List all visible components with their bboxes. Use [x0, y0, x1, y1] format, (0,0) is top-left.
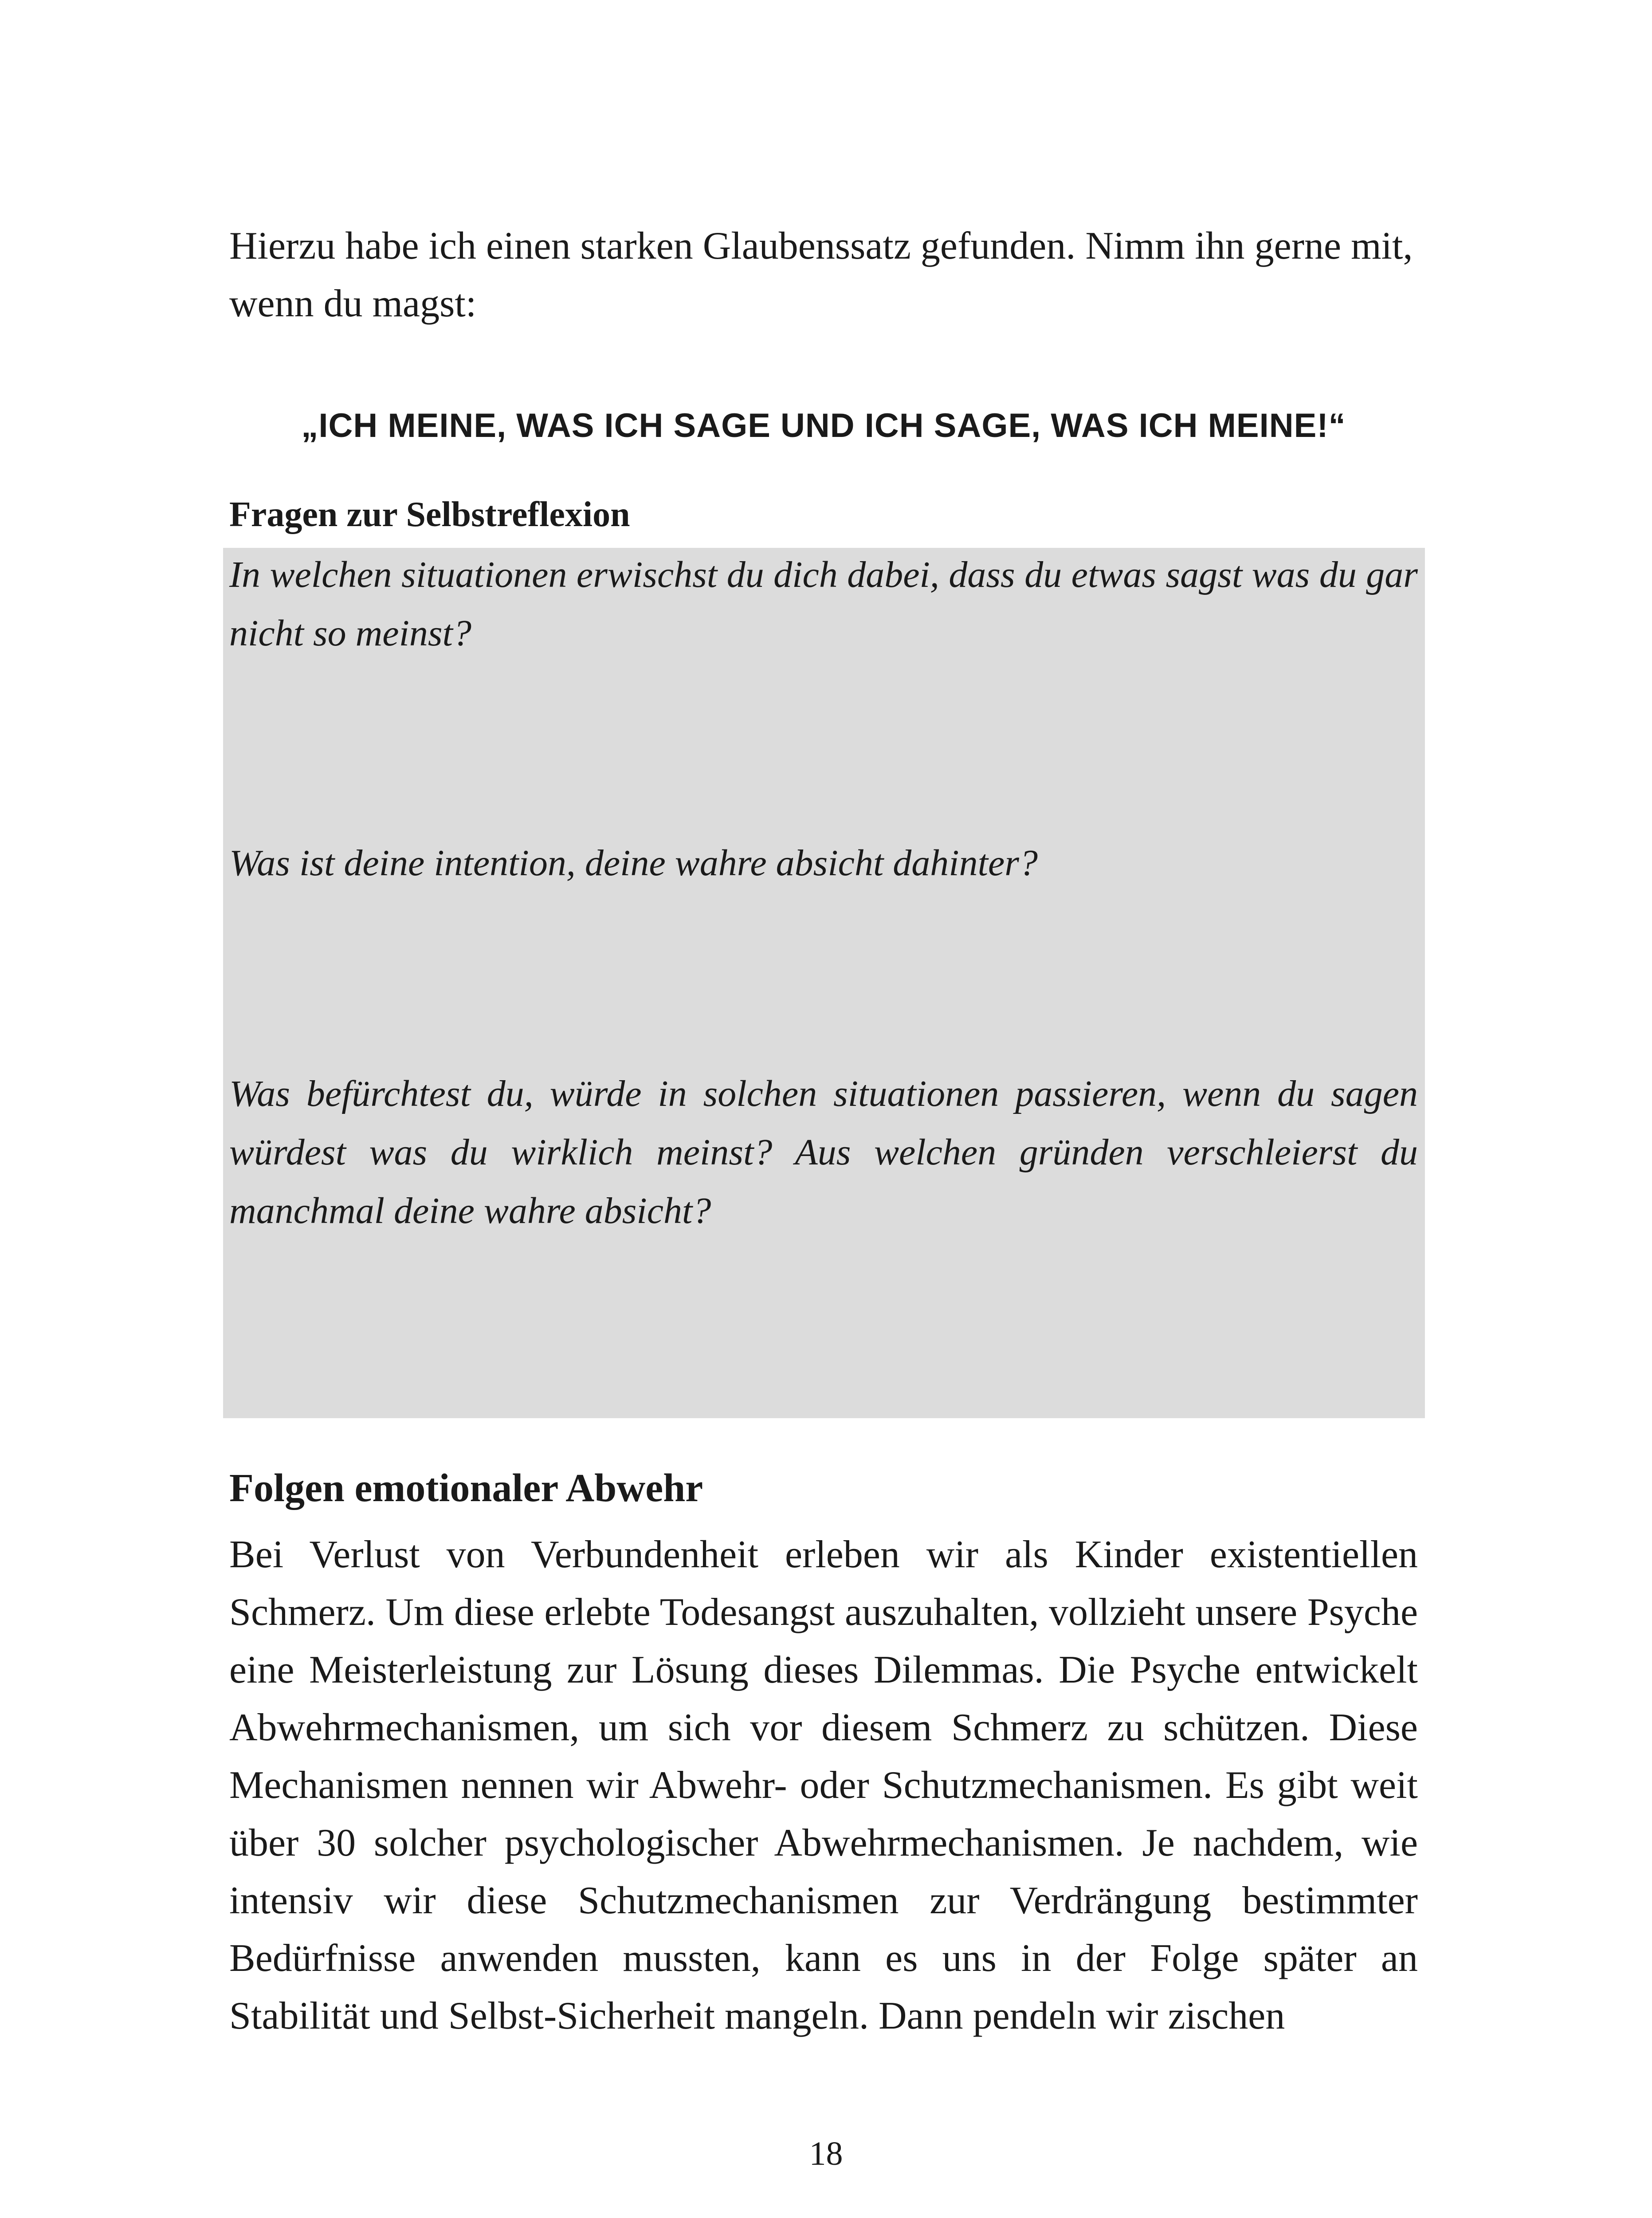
- reflection-heading: Fragen zur Selbstreflexion: [229, 495, 630, 534]
- body-paragraph: Bei Verlust von Verbundenheit erleben wir als Kinder existentiellen Schmerz. Um diese erlebte Todesangst auszuhalten, vollzieht unsere Psyche eine Meisterleistung zur Lösung dieses Dilemmas. Die Psyche entwickelt Abwehrmechanismen, um sich vor diesem Schmerz zu schützen. Diese Mechanismen nennen wir Abwehr- oder Schutzmechanismen. Es gibt weit über 30 solcher psychologischer Abwehrmechanismen. Je nachdem, wie intensiv wir diese Schutzmechanismen zur Verdrängung bestimmter Bedürfnisse anwenden mussten, kann es uns in der Folge später an Stabilität und Selbst-Sicherheit mangeln. Dann pendeln wir zischen: [229, 1533, 1418, 2037]
- reflection-question-2: Was ist deine intention, deine wahre absicht dahinter?: [229, 842, 1038, 884]
- intro-paragraph: Hierzu habe ich einen starken Glaubenssatz gefunden. Nimm ihn gerne mit, wenn du magst:: [229, 224, 1413, 325]
- reflection-question-1: In welchen situationen erwischst du dich dabei, dass du etwas sagst was du gar nicht so meinst?: [229, 554, 1418, 654]
- affirmation-quote: „ICH MEINE, WAS ICH SAGE UND ICH SAGE, WAS ICH MEINE!“: [301, 407, 1346, 444]
- page-number: 18: [809, 2135, 843, 2172]
- reflection-question-3: Was befürchtest du, würde in solchen situationen passieren, wenn du sagen würdest was du wirklich meinst? Aus welchen gründen verschleierst du manchmal deine wahre absicht?: [229, 1073, 1418, 1231]
- section-heading: Folgen emotionaler Abwehr: [229, 1466, 703, 1510]
- reflection-answer-area: [223, 548, 1425, 1418]
